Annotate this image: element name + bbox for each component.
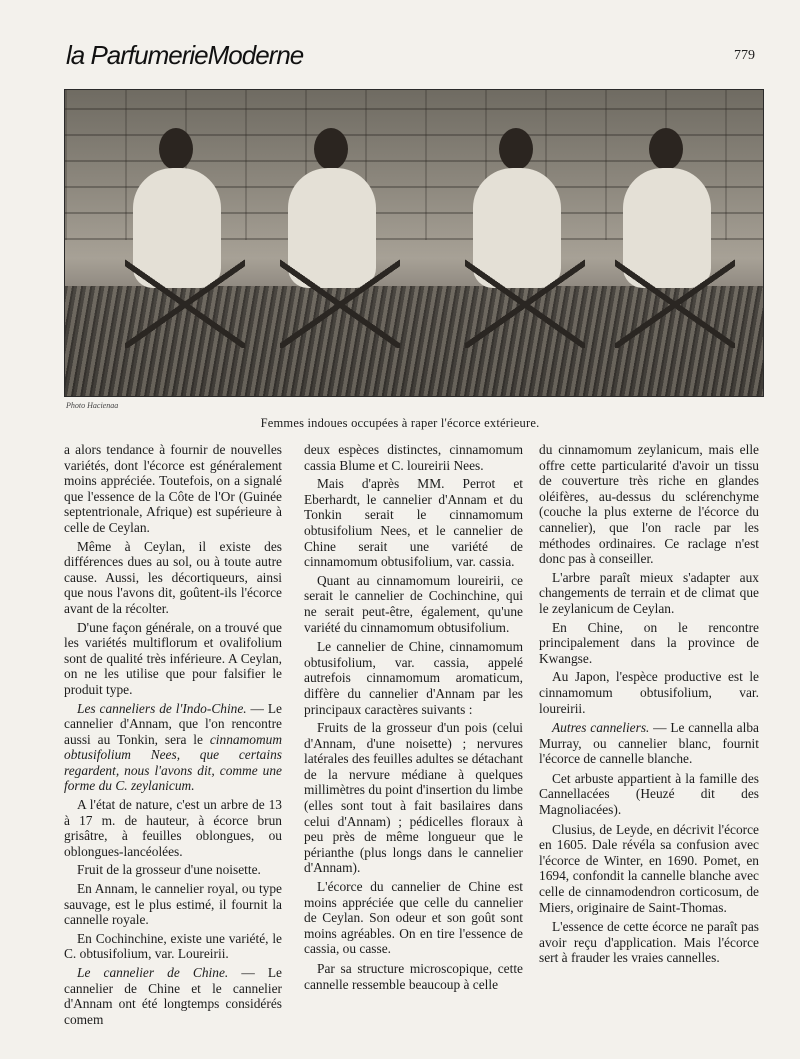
section-heading: Autres canneliers. [552, 720, 650, 736]
paragraph: Cet arbuste appartient à la famille des Cannellacées (Heuzé dit des Magnoliacées). [539, 770, 759, 818]
text-column-1 [64, 442, 282, 1030]
paragraph: Autres canneliers. — Le cannella alba Murray, ou cannelier blanc, fournit l'écorce de cannelle blanche. [539, 720, 759, 767]
paragraph: Mais d'après MM. Perrot et Eberhardt, le cannelier d'Annam et du Tonkin serait le cinnamomum obtusifolium Nees, et le cannelier de Chine serait une variété de cinnamomum obtusifolium, var. cassia. [304, 476, 523, 570]
paragraph: Le cannelier de Chine. — Le cannelier de Chine et le cannelier d'Annam ont été longtemps considérés comem [64, 965, 282, 1027]
photo-caption: Femmes indoues occupées à raper l'écorce extérieure. [260, 416, 540, 430]
photograph [64, 89, 764, 397]
photo-figure-4 [615, 128, 715, 328]
paragraph: Même à Ceylan, il existe des différences dues au sol, ou à toute autre cause. Aussi, les décortiqueurs, ainsi que nous l'avons dit, goûtent-ils l'écorce avant de la récolter. [64, 538, 282, 616]
photo-figure-1 [125, 128, 225, 328]
paragraph: A l'état de nature, c'est un arbre de 13 à 17 m. de hauteur, à écorce brun grisâtre, à feuilles oblongues, ou oblongues-lancéolées. [64, 797, 282, 859]
paragraph: Clusius, de Leyde, en décrivit l'écorce en 1605. Dale révéla sa confusion avec l'écorce de Winter, en 1690. Pomet, en 1694, confondit la cannelle blanche avec celle de cinnamodendron corticosum, de Miers, originaire de Saint-Thomas. [539, 821, 759, 915]
paragraph: En Annam, le cannelier royal, ou type sauvage, est le plus estimé, il fournit la cannelle royale. [64, 881, 282, 928]
paragraph: En Cochinchine, existe une variété, le C. obtusifolium, var. Loureirii. [64, 930, 282, 962]
photo-credit: Photo Hacienaa [66, 401, 119, 410]
paragraph: L'arbre paraît mieux s'adapter aux changements de terrain et de climat que le zeylanicum de Ceylan. [539, 569, 759, 616]
paragraph: Au Japon, l'espèce productive est le cinnamomum obtusifolium, var. loureirii. [539, 669, 759, 716]
paragraph: Fruits de la grosseur d'un pois (celui d'Annam, d'une noisette) ; nervures latérales des feuilles adultes se détachant de la nervure médiane à quelques millimètres du point d'insertion du limbe (elles sont tout à fait basilaires dans celui d'Annam) ; pédicelles floraux à peu près de même longueur que le périanthe (plus longs dans le cannelier d'Annam). [304, 720, 523, 876]
section-heading: Le cannelier de Chine. [77, 965, 229, 980]
photo-figure-2 [280, 128, 380, 328]
paragraph: L'écorce du cannelier de Chine est moins appréciée que celle du cannelier de Ceylan. Son odeur et son goût sont moins agréables. On en tire l'essence de cassia, ou casse. [304, 879, 523, 957]
page-number: 779 [734, 48, 755, 63]
paragraph: Quant au cinnamomum loureirii, ce serait le cannelier de Cochinchine, qui ne serait peut-être, également, qu'une variété du cinnamomum obtusifolium. [304, 572, 523, 635]
paragraph: deux espèces distinctes, cinnamomum cassia Blume et C. loureirii Nees. [304, 442, 523, 473]
paragraph: Les canneliers de l'Indo-Chine. — Le cannelier d'Annam, que l'on rencontre aussi au Tonkin, sera le cinnamomum obtusifolium Nees, que certains regardent, nous l'avons dit, comme une forme du C. zeylanicum. [64, 700, 282, 794]
paragraph: En Chine, on le rencontre principalement dans la province de Kwangse. [539, 619, 759, 666]
paragraph: du cinnamomum zeylanicum, mais elle offre cette particularité d'avoir un tissu de couverture très riche en glandes oléifères, au-dessus du sclérenchyme (couche la plus externe de l'écorce du cannelier), que l'on racle par les méthodes ordinaires. Ce raclage n'est donc pas à conseiller. [539, 442, 759, 567]
paragraph: D'une façon générale, on a trouvé que les variétés multiflorum et ovalifolium sont de qualité très inférieure. A Ceylan, on ne les utilise que pour falsifier le produit type. [64, 619, 282, 697]
paragraph: a alors tendance à fournir de nouvelles variétés, dont l'écorce est généralement moins appréciée. Toutefois, on a signalé que l'essence de la Côte de l'Or (Guinée septentrionale, Afrique) est supérieure à celle de Ceylan. [64, 442, 282, 535]
text-column-2 [304, 442, 523, 995]
text-column-3 [539, 442, 759, 969]
magazine-masthead: la ParfumerieModerne [66, 40, 304, 70]
section-heading: Les canneliers de l'Indo-Chine. [77, 700, 247, 716]
photo-figure-3 [465, 128, 565, 328]
paragraph: Le cannelier de Chine, cinnamomum obtusifolium, var. cassia, appelé autrefois cinnamomum aromaticum, diffère du cannelier d'Annam par les principaux caractères suivants : [304, 639, 523, 717]
paragraph: Par sa structure microscopique, cette cannelle ressemble beaucoup à celle [304, 961, 523, 992]
paragraph: L'essence de cette écorce ne paraît pas avoir reçu d'application. Mais l'écorce sert à frauder les vraies cannelles. [539, 919, 759, 966]
paragraph: Fruit de la grosseur d'une noisette. [77, 862, 261, 878]
